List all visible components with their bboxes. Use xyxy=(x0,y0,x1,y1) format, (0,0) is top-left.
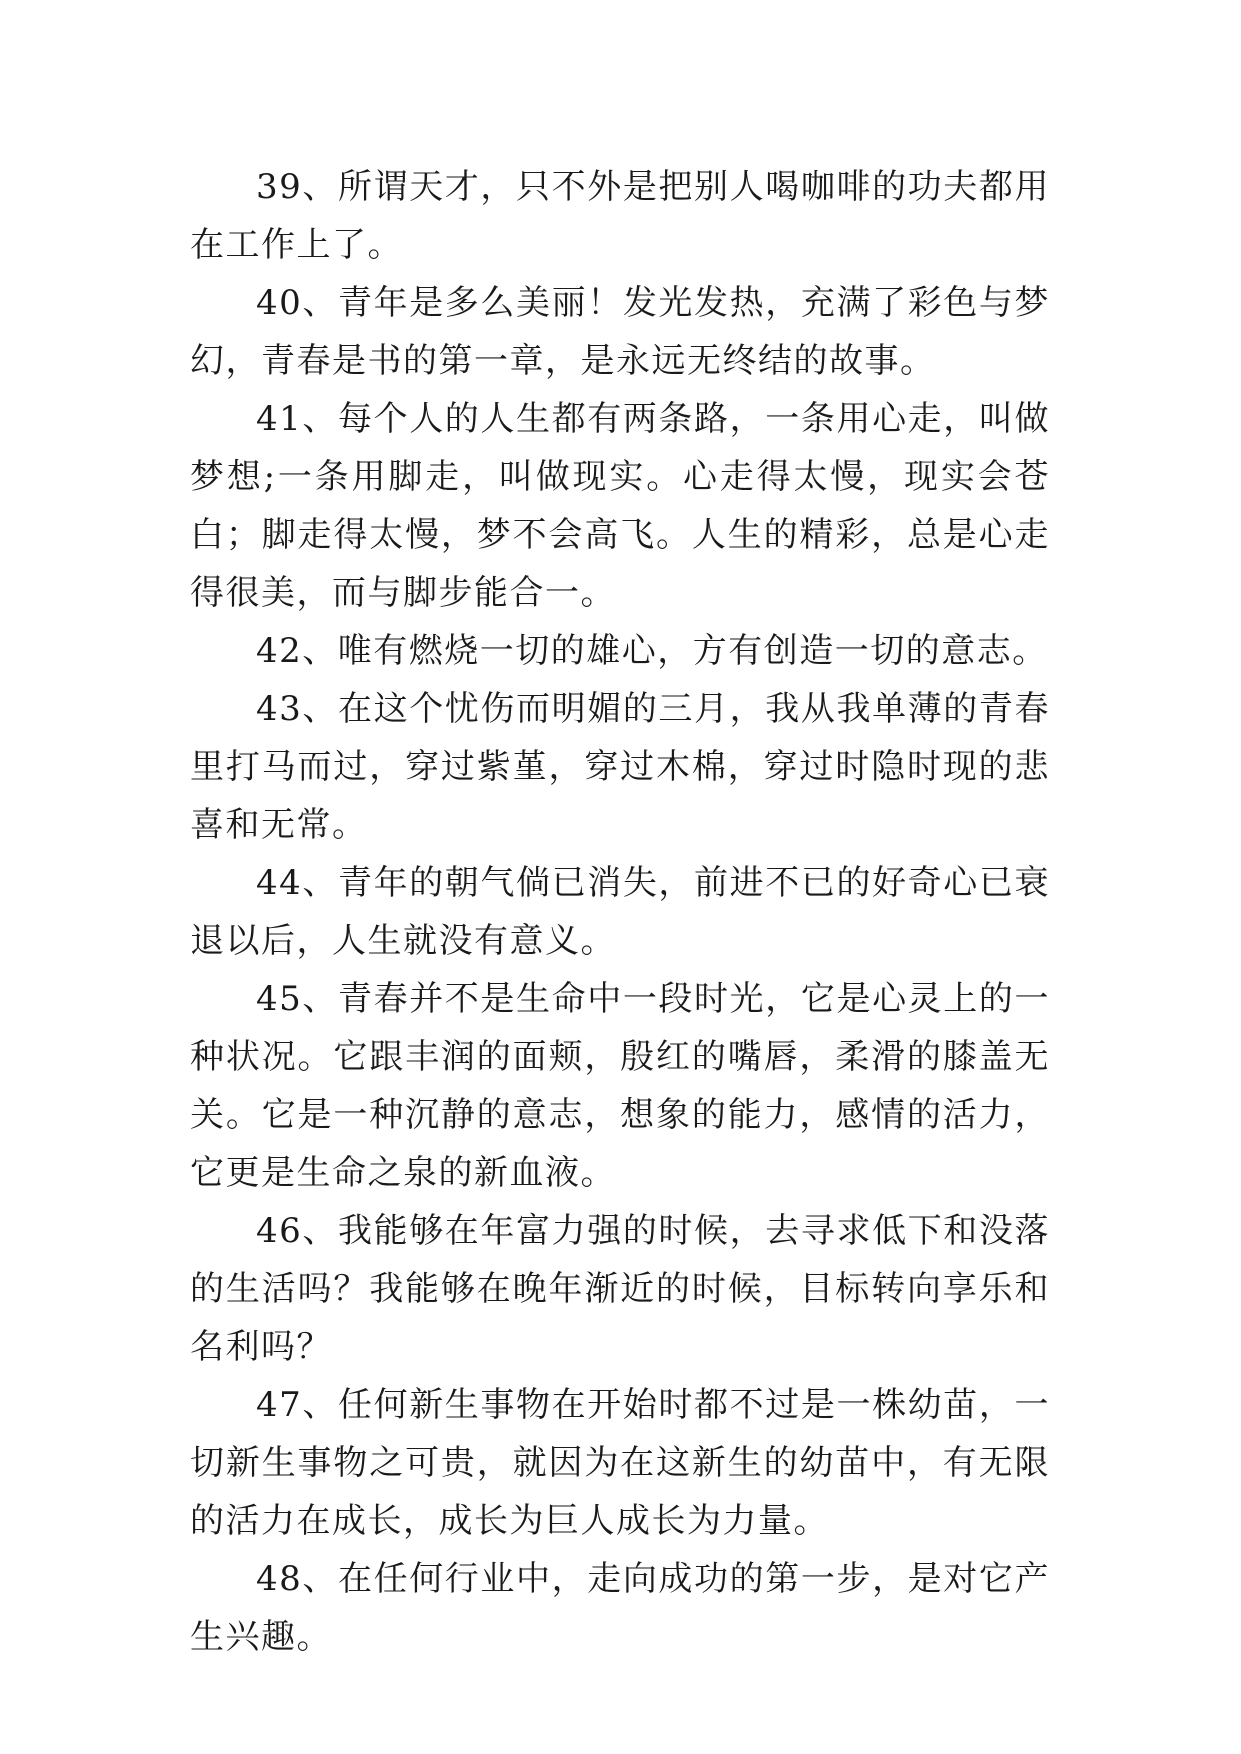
paragraph-45: 45、青春并不是生命中一段时光，它是心灵上的一种状况。它跟丰润的面颊，殷红的嘴唇，柔滑的膝盖无关。它是一种沉静的意志，想象的能力，感情的活力，它更是生命之泉的新血液。 xyxy=(190,979,1050,1193)
paragraph-39: 39、所谓天才，只不外是把别人喝咖啡的功夫都用在工作上了。 xyxy=(190,167,1050,265)
paragraph-42: 42、唯有燃烧一切的雄心，方有创造一切的意志。 xyxy=(256,631,1048,671)
paragraph-43: 43、在这个忧伤而明媚的三月，我从我单薄的青春里打马而过，穿过紫堇，穿过木棉，穿过时隐时现的悲喜和无常。 xyxy=(190,689,1050,845)
paragraph-47: 47、任何新生事物在开始时都不过是一株幼苗，一切新生事物之可贵，就因为在这新生的幼苗中，有无限的活力在成长，成长为巨人成长为力量。 xyxy=(190,1385,1050,1541)
paragraph-46: 46、我能够在年富力强的时候，去寻求低下和没落的生活吗？我能够在晚年渐近的时候，目标转向享乐和名利吗？ xyxy=(190,1211,1050,1367)
paragraph-48: 48、在任何行业中，走向成功的第一步，是对它产生兴趣。 xyxy=(190,1559,1050,1657)
paragraph-40: 40、青年是多么美丽！发光发热，充满了彩色与梦幻，青春是书的第一章，是永远无终结的故事。 xyxy=(190,283,1050,381)
paragraph-44: 44、青年的朝气倘已消失，前进不已的好奇心已衰退以后，人生就没有意义。 xyxy=(190,863,1050,961)
document-body xyxy=(190,158,1050,1666)
paragraph-41: 41、每个人的人生都有两条路，一条用心走，叫做梦想;一条用脚走，叫做现实。心走得太慢，现实会苍白；脚走得太慢，梦不会高飞。人生的精彩，总是心走得很美，而与脚步能合一。 xyxy=(190,399,1050,613)
